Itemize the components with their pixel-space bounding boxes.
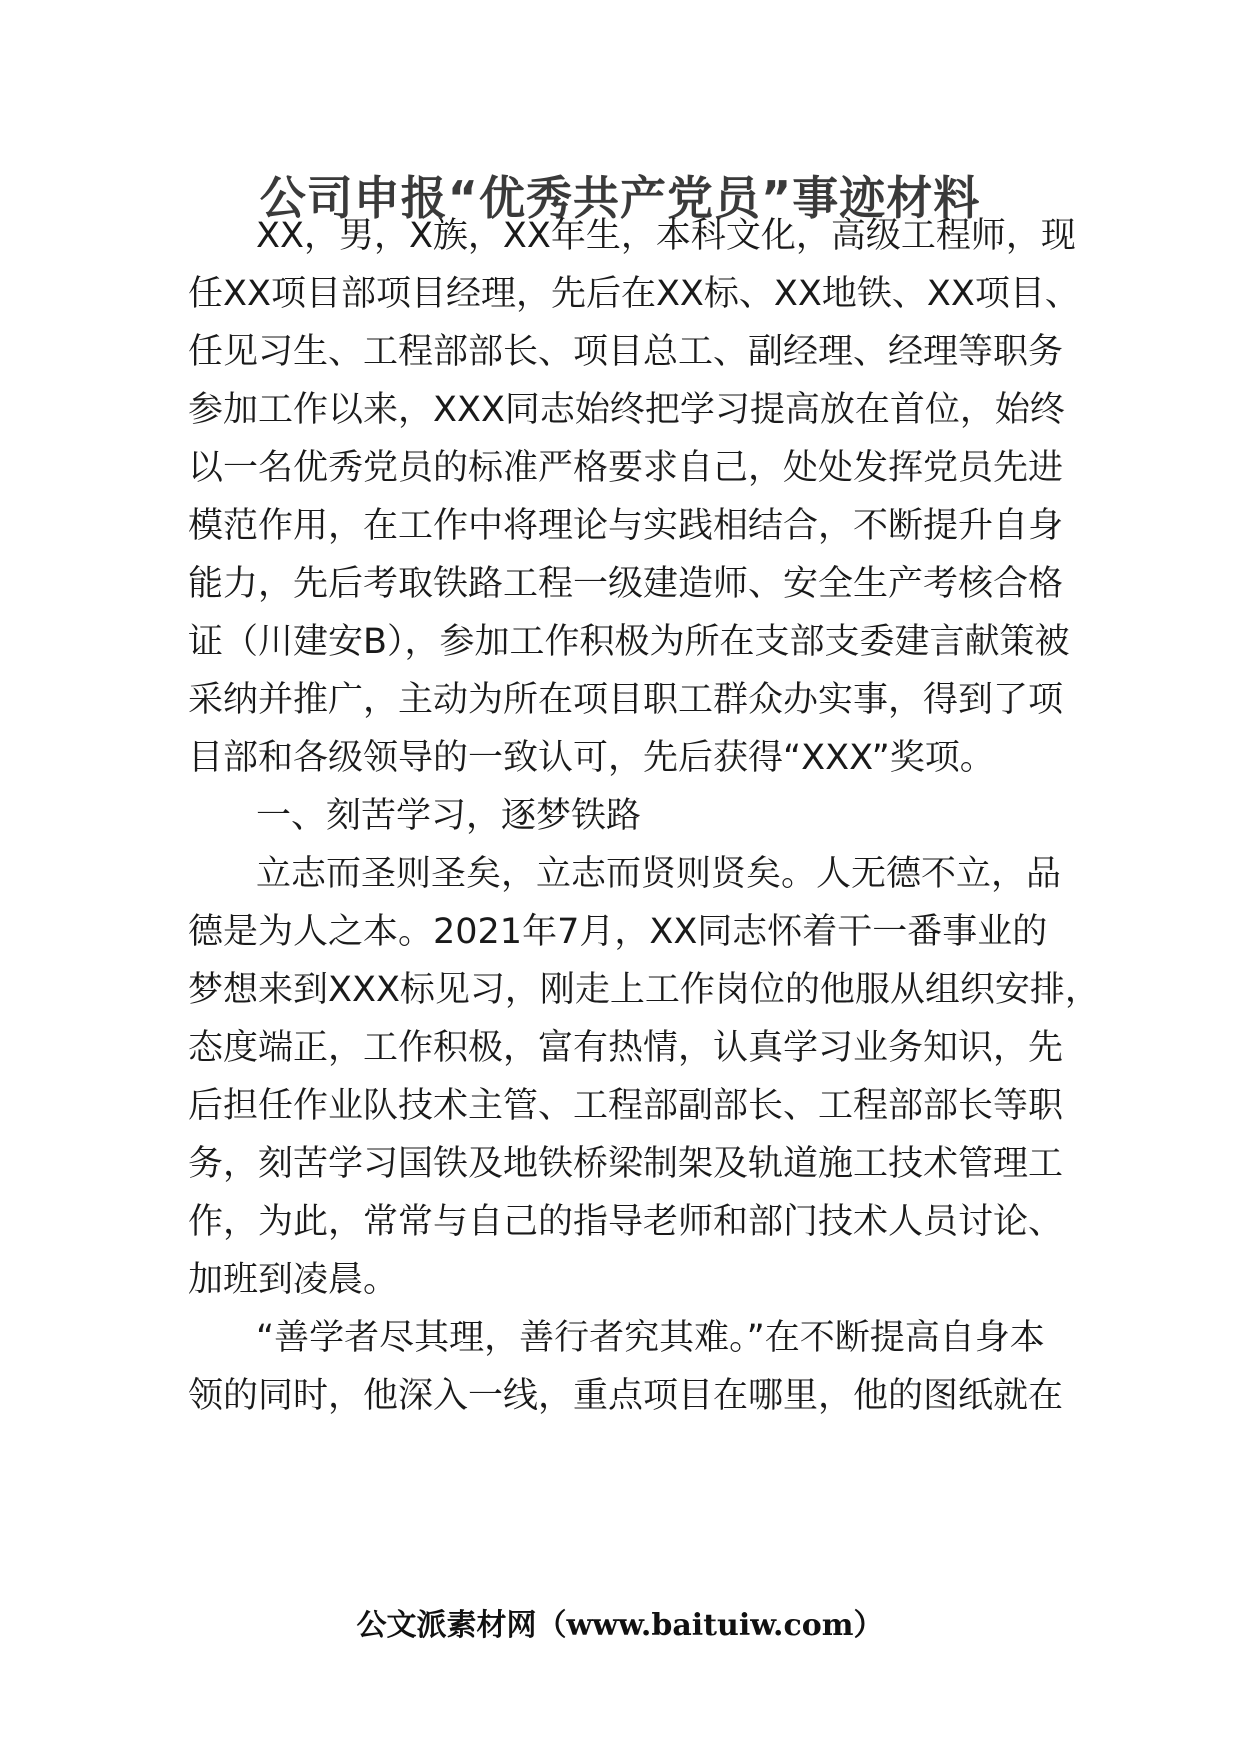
body-line: “善学者尽其理，善行者究其难。”在不断提高自身本 <box>256 1318 1045 1358</box>
body-line: 加班到凌晨。 <box>188 1260 399 1300</box>
body-line: 务，刻苦学习国铁及地铁桥梁制架及轨道施工技术管理工 <box>188 1144 1064 1184</box>
body-line: XX，男，X族，XX年生，本科文化，高级工程师，现 <box>256 216 1076 256</box>
body-line: 梦想来到XXX标见习，刚走上工作岗位的他服从组织安排， <box>188 970 1100 1010</box>
body-line: 立志而圣则圣矣，立志而贤则贤矣。人无德不立，品 <box>256 854 1062 894</box>
body-line: 任见习生、工程部部长、项目总工、副经理、经理等职务 <box>188 332 1064 372</box>
body-line: 领的同时，他深入一线，重点项目在哪里，他的图纸就在 <box>188 1376 1064 1416</box>
body-line: 参加工作以来，XXX同志始终把学习提高放在首位，始终 <box>188 390 1065 430</box>
body-line: 以一名优秀党员的标准严格要求自己，处处发挥党员先进 <box>188 448 1064 488</box>
body-line: 证（川建安B），参加工作积极为所在支部支委建言献策被 <box>188 622 1070 662</box>
body-line: 能力，先后考取铁路工程一级建造师、安全生产考核合格 <box>188 564 1064 604</box>
body-line: 态度端正，工作积极，富有热情，认真学习业务知识，先 <box>188 1028 1064 1068</box>
body-line: 目部和各级领导的一致认可，先后获得“XXX”奖项。 <box>188 738 995 778</box>
body-line: 作，为此，常常与自己的指导老师和部门技术人员讨论、 <box>188 1202 1064 1242</box>
body-line: 德是为人之本。2021年7月，XX同志怀着干一番事业的 <box>188 912 1048 952</box>
body-line: 模范作用，在工作中将理论与实践相结合，不断提升自身 <box>188 506 1064 546</box>
body-line: 任XX项目部项目经理，先后在XX标、XX地铁、XX项目、 <box>188 274 1080 314</box>
section-heading: 一、刻苦学习，逐梦铁路 <box>256 796 642 836</box>
body-line: 采纳并推广，主动为所在项目职工群众办实事，得到了项 <box>188 680 1064 720</box>
body-line: 后担任作业队技术主管、工程部副部长、工程部部长等职 <box>188 1086 1064 1126</box>
page-footer: 公文派素材网（www.baituiw.com） <box>356 1608 884 1643</box>
document-title: 公司申报“优秀共产党员”事迹材料 <box>259 171 981 225</box>
